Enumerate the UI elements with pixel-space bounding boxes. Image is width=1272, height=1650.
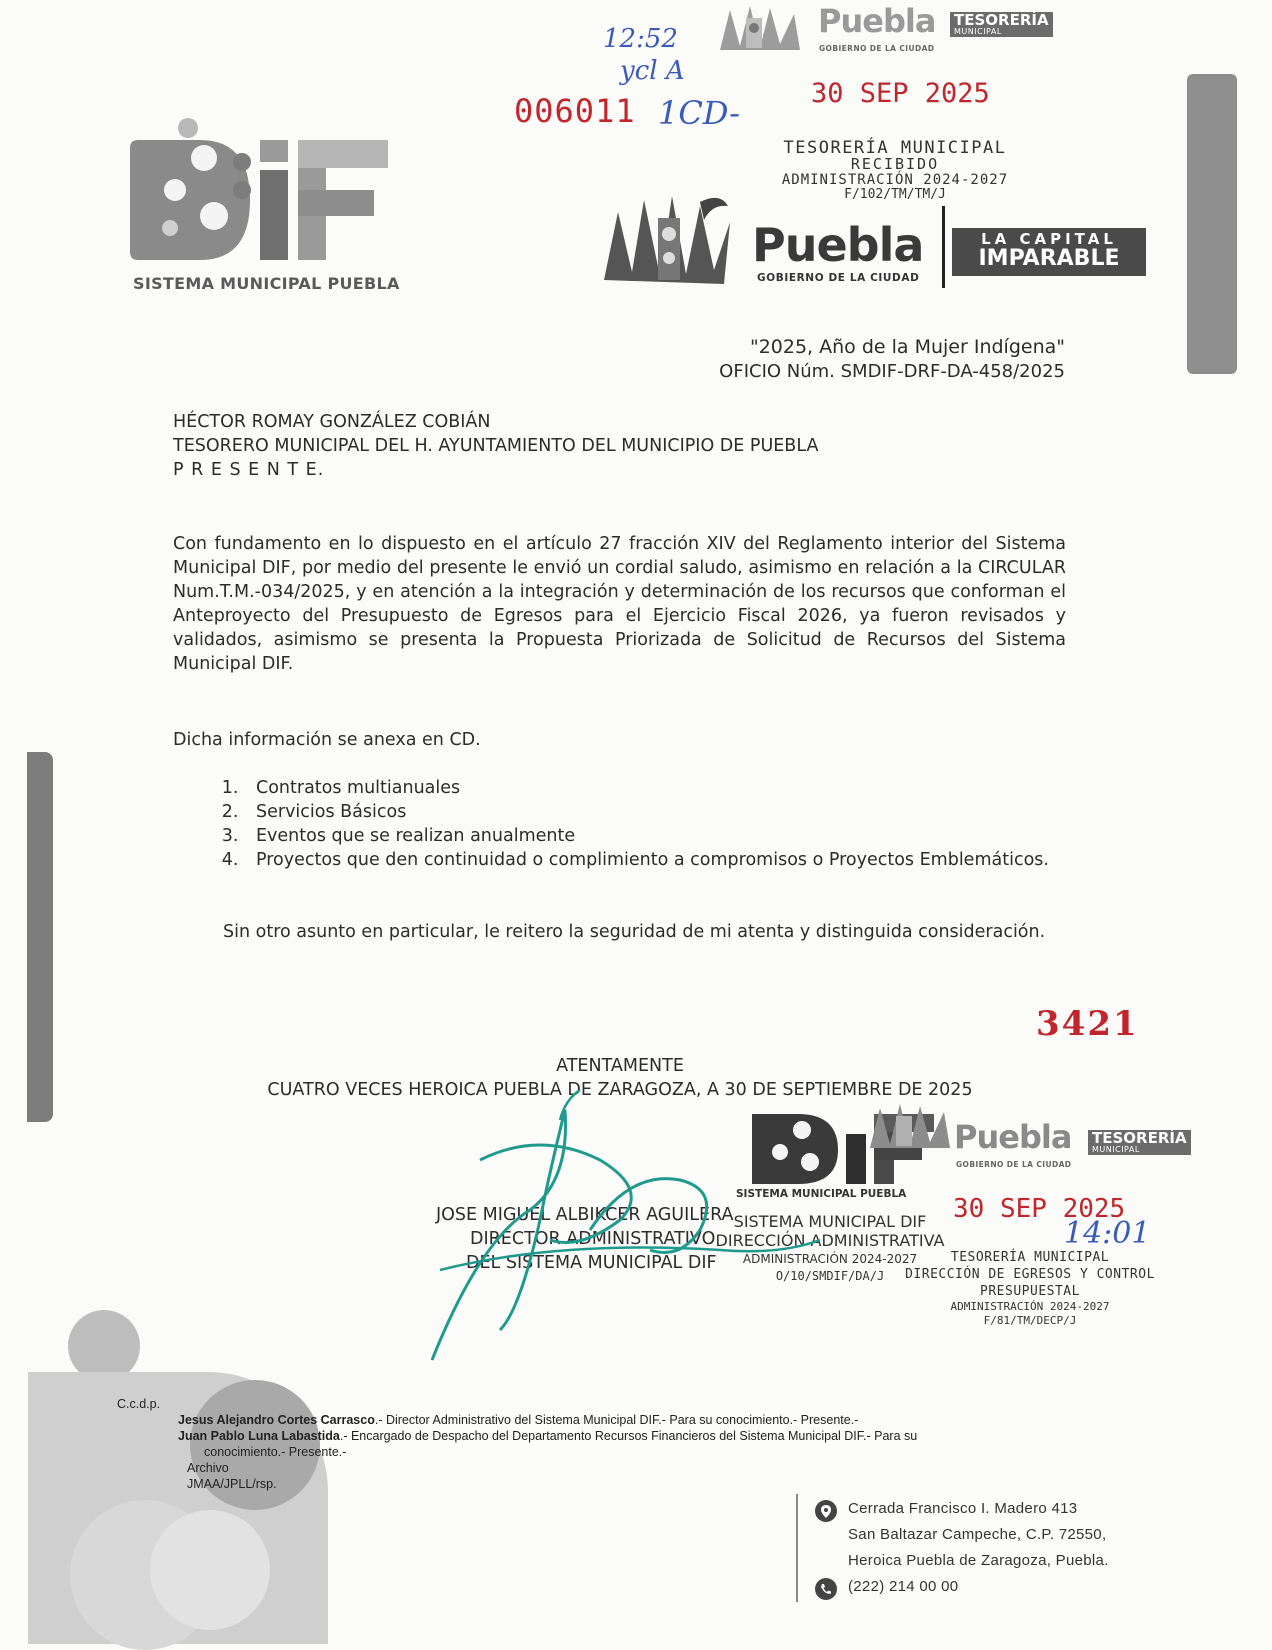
list-item: 1. Contratos multianuales — [244, 776, 1088, 800]
closing-paragraph: Sin otro asunto en particular, le reitero la seguridad de mi atenta y distinguida consideración. — [223, 922, 1046, 942]
signer-title1: DIRECTOR ADMINISTRATIVO — [470, 1229, 716, 1249]
footer-divider — [796, 1494, 798, 1602]
stamp-bottom-date: 30 SEP 2025 — [953, 1194, 1126, 1224]
stamp-dif-line1: SISTEMA MUNICIPAL DIF — [733, 1212, 927, 1231]
stamp-bottom-tesoreria-box — [1088, 1130, 1191, 1155]
puebla-emblem-icon — [604, 192, 730, 284]
annex-list — [222, 776, 1088, 872]
capital-line2: IMPARABLE — [978, 246, 1120, 271]
ccp-person1 — [178, 1412, 858, 1428]
stamp-top-line2: RECIBIDO — [850, 155, 940, 173]
stamp-bottom-tes-2: MUNICIPAL — [1092, 1145, 1140, 1154]
address-line2: San Baltazar Campeche, C.P. 72550, — [848, 1526, 1107, 1543]
ccp-p2-name: Juan Pablo Luna Labastida — [178, 1429, 340, 1443]
puebla-emblem-icon — [866, 1098, 954, 1152]
stamp-dif-line3: ADMINISTRACIÓN 2024-2027 — [742, 1252, 918, 1266]
logo-divider — [942, 206, 945, 288]
stamp-egresos-line1: TESORERÍA MUNICIPAL — [950, 1250, 1110, 1265]
ccp-p2-text: .- Encargado de Despacho del Departamento Recursos Financieros del Sistema Municipal DIF.- Para su — [339, 1429, 918, 1443]
signer-title2: DEL SISTEMA MUNICIPAL DIF — [466, 1253, 717, 1273]
phone-icon — [815, 1578, 837, 1600]
place-date: CUATRO VECES HEROICA PUEBLA DE ZARAGOZA, A 30 DE SEPTIEMBRE DE 2025 — [267, 1080, 973, 1100]
signer-name: JOSE MIGUEL ALBIKCER AGUILERA — [436, 1205, 734, 1225]
address-line3: Heroica Puebla de Zaragoza, Puebla. — [848, 1552, 1109, 1569]
handwritten-time-top: 12:52 — [603, 24, 678, 54]
puebla-gobierno: GOBIERNO DE LA CIUDAD — [757, 272, 920, 284]
stamp-top-line1: TESORERÍA MUNICIPAL — [783, 138, 1007, 158]
dif-subtitle: SISTEMA MUNICIPAL PUEBLA — [133, 274, 400, 293]
ccp-person2 — [178, 1428, 917, 1444]
location-pin-icon — [815, 1500, 837, 1522]
capital-line1: LA CAPITAL — [981, 230, 1117, 248]
stamp-top-tes-2: MUNICIPAL — [954, 27, 1002, 36]
recipient-title: TESORERO MUNICIPAL DEL H. AYUNTAMIENTO DEL MUNICIPIO DE PUEBLA — [173, 436, 819, 456]
scan-edge-bar-right — [1187, 74, 1237, 374]
stamp-top-tes-1: TESORERÍA — [954, 11, 1049, 29]
stamp-top-puebla-word: Puebla — [818, 2, 936, 40]
ccp-p1-text: .- Director Administrativo del Sistema Municipal DIF.- Para su conocimiento.- Presente.- — [374, 1413, 859, 1427]
decor-circle — [150, 1510, 270, 1630]
ccp-p2-cont: conocimiento.- Presente.- — [204, 1445, 347, 1459]
presente: P R E S E N T E. — [173, 460, 325, 480]
stamp-top-gob: GOBIERNO DE LA CIUDAD — [819, 44, 935, 53]
main-paragraph: Con fundamento en lo dispuesto en el artículo 27 fracción XIV del Reglamento interior del Sistema Municipal DIF, por medio del presente le envió un cordial saludo, asimismo en relación a la CIRCULAR Num.T.M.-034/2025, y en atención a la integración y determinación de los recursos que conforman el Anteproyecto del Presupuesto de Egresos para el Ejercicio Fiscal 2026, ya fueron revisados y validados, asimismo se presenta la Propuesta Priorizada de Solicitud de Recursos del Sistema Municipal DIF. — [173, 534, 1066, 674]
list-item: 3. Eventos que se realizan anualmente — [244, 824, 1088, 848]
recipient-name: HÉCTOR ROMAY GONZÁLEZ COBIÁN — [173, 412, 491, 432]
ccp-initials: JMAA/JPLL/rsp. — [187, 1477, 277, 1491]
stamp-top-line4: F/102/TM/TM/J — [844, 187, 946, 202]
stamp-dif-line2: DIRECCIÓN ADMINISTRATIVA — [715, 1231, 945, 1250]
red-stamp-number: 3421 — [1036, 1004, 1139, 1044]
puebla-emblem-icon — [716, 0, 804, 54]
atentamente: ATENTAMENTE — [556, 1056, 684, 1076]
handwritten-initials-top: ycl A — [620, 56, 685, 86]
stamp-egresos-line4: ADMINISTRACIÓN 2024-2027 — [950, 1300, 1110, 1313]
list-item: 2. Servicios Básicos — [244, 800, 1088, 824]
stamp-top-date: 30 SEP 2025 — [811, 78, 990, 109]
handwritten-time-bottom: 14:01 — [1064, 1216, 1151, 1251]
dif-logo-icon — [130, 118, 410, 296]
motto: "2025, Año de la Mujer Indígena" — [749, 336, 1065, 358]
capital-imparable-box — [952, 228, 1146, 276]
folio-number-red: 006011 — [514, 92, 636, 130]
stamp-bottom-dif-sub: SISTEMA MUNICIPAL PUEBLA — [736, 1188, 907, 1200]
ccp-label: C.c.d.p. — [117, 1397, 161, 1411]
oficio-number: OFICIO Núm. SMDIF-DRF-DA-458/2025 — [719, 361, 1065, 382]
stamp-top-line3: ADMINISTRACIÓN 2024-2027 — [781, 172, 1009, 188]
stamp-bottom-puebla-word: Puebla — [954, 1118, 1072, 1156]
stamp-bottom-gob: GOBIERNO DE LA CIUDAD — [956, 1160, 1072, 1169]
stamp-egresos-line2: DIRECCIÓN DE EGRESOS Y CONTROL — [905, 1267, 1155, 1282]
handwritten-cd-note: 1CD- — [658, 94, 740, 132]
address-line1: Cerrada Francisco I. Madero 413 — [848, 1500, 1078, 1517]
list-item: 4. Proyectos que den continuidad o complimiento a compromisos o Proyectos Emblemáticos. — [244, 848, 1088, 872]
ccp-p1-name: Jesus Alejandro Cortes Carrasco — [178, 1413, 375, 1427]
annex-note: Dicha información se anexa en CD. — [173, 730, 481, 750]
handwritten-signature — [420, 1090, 840, 1370]
phone-number: (222) 214 00 00 — [848, 1578, 959, 1595]
stamp-egresos-line3: PRESUPUESTAL — [980, 1284, 1080, 1299]
stamp-bottom-tes-1: TESORERÍA — [1092, 1129, 1187, 1147]
puebla-wordmark: Puebla — [752, 218, 924, 272]
stamp-dif-line4: O/10/SMDIF/DA/J — [775, 1269, 885, 1283]
stamp-egresos-line5: F/81/TM/DECP/J — [983, 1314, 1077, 1327]
ccp-archivo: Archivo — [187, 1461, 229, 1475]
stamp-top-tesoreria-box — [950, 12, 1053, 37]
